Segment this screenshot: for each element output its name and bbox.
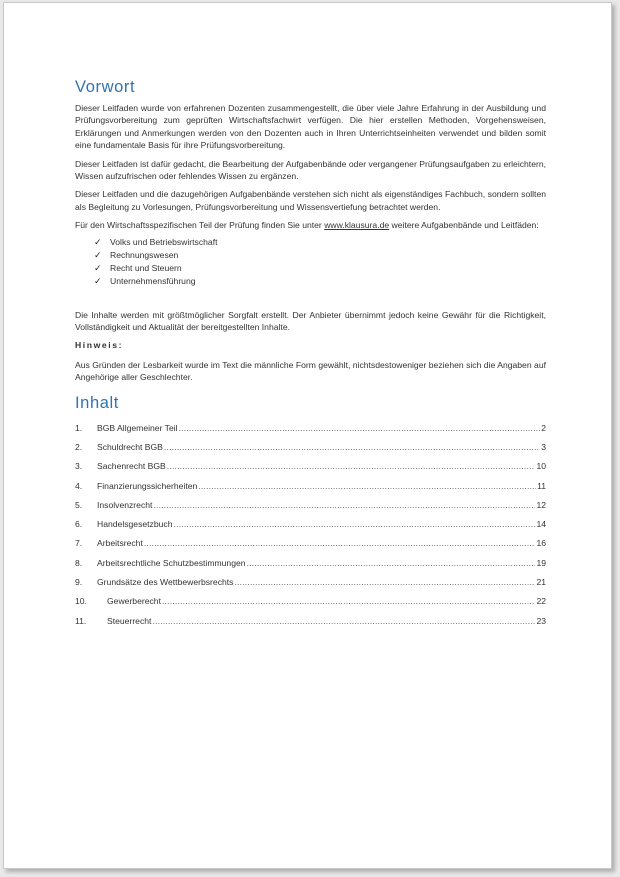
checkmark-icon: ✓ (94, 262, 102, 273)
toc-entry-number: 2. (75, 441, 83, 452)
toc-entry-number: 11. (75, 615, 87, 626)
toc-entry[interactable] (75, 573, 546, 592)
toc-dot-leader (247, 554, 536, 573)
toc-entry-number: 8. (75, 557, 83, 568)
checklist-item-label: Volks und Betriebswirtschaft (110, 236, 218, 247)
toc-dot-leader (234, 573, 535, 592)
toc-entry[interactable] (75, 515, 546, 534)
toc-entry[interactable] (75, 534, 546, 553)
toc-dot-leader (152, 612, 535, 631)
checkmark-icon: ✓ (94, 236, 102, 247)
vorwort-paragraph-3: Dieser Leitfaden und die dazugehörigen Aufgabenbände verstehen sich nicht als eigenständiges Fachbuch, sondern sollten als Begleitung zu Vorlesungen, Prüfungsvorbereitung und Wissensvertiefung betrachtet werden. (75, 189, 546, 212)
document-page (3, 2, 612, 869)
toc-entry-title: Gewerberecht (107, 596, 161, 607)
inhalt-heading: Inhalt (75, 393, 119, 412)
intro-text-after-link: weitere Aufgabenbände und Leitfäden: (389, 220, 539, 231)
disclaimer-paragraph: Die Inhalte werden mit größtmöglicher Sorgfalt erstellt. Der Anbieter übernimmt jedoch keine Gewähr für die Richtigkeit, Vollständigkeit und Aktualität der bereitgestellten Inhalte. (75, 309, 546, 333)
toc-entry-number: 3. (75, 461, 83, 472)
checklist-item-label: Unternehmensführung (110, 275, 196, 286)
toc-dot-leader (164, 438, 540, 457)
toc-entry-number: 4. (75, 480, 83, 491)
toc-dot-leader (174, 515, 536, 534)
toc-entry-page: 2 (541, 422, 546, 433)
checkmark-icon: ✓ (94, 249, 102, 260)
toc-entry-title: Schuldrecht BGB (97, 441, 163, 452)
toc-entry[interactable] (75, 592, 546, 611)
vorwort-heading: Vorwort (75, 78, 136, 96)
toc-entry-title: BGB Allgemeiner Teil (97, 422, 178, 433)
toc-dot-leader (167, 457, 536, 476)
klausura-link[interactable]: www.klausura.de (324, 220, 390, 231)
vorwort-paragraph-1: Dieser Leitfaden wurde von erfahrenen Dozenten zusammengestellt, die über viele Jahre Erfahrung in der Ausbildung und Prüfungsvorbereitung zum geprüften Wirtschaftsfachwirt verfügen. Die hier erstellen Methoden, Vorgehensweisen, Erklärungen und Anmerkungen werden von den Dozenten auch in Ihren Unterrichtseinheiten verwendet und bilden somit eine fundamentale Basis für ihre Prüfungsvorbereitung. (75, 103, 546, 151)
toc-entry-title: Arbeitsrechtliche Schutzbestimmungen (97, 557, 246, 568)
hinweis-paragraph: Aus Gründen der Lesbarkeit wurde im Text die männliche Form gewählt, nichtsdestoweniger beziehen sich die Angaben auf Angehörige aller Geschlechter. (75, 359, 546, 383)
checklist-item-label: Recht und Steuern (110, 262, 182, 273)
toc-entry-page: 21 (536, 577, 546, 588)
checklist-item (94, 236, 546, 249)
toc-entry-number: 1. (75, 422, 83, 433)
toc-entry[interactable] (75, 612, 546, 631)
checklist-item-label: Rechnungswesen (110, 249, 179, 260)
toc-entry-page: 23 (536, 615, 546, 626)
checklist-item (94, 275, 546, 288)
vorwort-paragraph-4 (75, 219, 546, 231)
checkmark-icon: ✓ (94, 275, 102, 286)
page-content (75, 73, 546, 631)
toc-dot-leader (179, 419, 541, 438)
toc-entry[interactable] (75, 496, 546, 515)
toc-entry-page: 11 (537, 480, 546, 491)
toc-entry-title: Insolvenzrecht (97, 499, 153, 510)
toc-entry-page: 19 (536, 557, 546, 568)
publication-checklist (75, 236, 546, 288)
toc-entry-page: 3 (541, 441, 546, 452)
toc-entry-page: 10 (536, 461, 546, 472)
toc-entry-number: 5. (75, 499, 83, 510)
toc-entry-page: 12 (536, 499, 546, 510)
intro-text-before-link: Für den Wirtschaftsspezifischen Teil der Prüfung finden Sie unter (75, 220, 325, 231)
toc-entry-title: Handelsgesetzbuch (97, 519, 173, 530)
toc-entry-number: 9. (75, 577, 83, 588)
toc-entry-title: Steuerrecht (107, 615, 152, 626)
checklist-item (94, 262, 546, 275)
toc-entry-page: 22 (536, 596, 546, 607)
table-of-contents (75, 419, 546, 631)
vorwort-paragraph-2: Dieser Leitfaden ist dafür gedacht, die Bearbeitung der Aufgabenbände oder vergangener Prüfungsaufgaben zu erleichtern, Wissen aufzufrischen oder fehlendes Wissen zu ergänzen. (75, 158, 546, 182)
toc-entry[interactable] (75, 477, 546, 496)
toc-entry-title: Arbeitsrecht (97, 538, 143, 549)
toc-dot-leader (153, 496, 535, 515)
toc-dot-leader (144, 534, 536, 553)
hinweis-label: Hinweis: (75, 340, 124, 351)
toc-entry[interactable] (75, 554, 546, 573)
toc-entry[interactable] (75, 438, 546, 457)
toc-entry-title: Sachenrecht BGB (97, 461, 166, 472)
toc-entry-number: 10. (75, 596, 87, 607)
toc-entry-number: 6. (75, 519, 83, 530)
toc-entry-title: Grundsätze des Wettbewerbsrechts (97, 577, 234, 588)
toc-entry-page: 16 (536, 538, 546, 549)
toc-entry[interactable] (75, 419, 546, 438)
checklist-item (94, 249, 546, 262)
toc-entry[interactable] (75, 457, 546, 476)
toc-dot-leader (198, 477, 536, 496)
toc-dot-leader (162, 592, 535, 611)
toc-entry-number: 7. (75, 538, 83, 549)
toc-entry-page: 14 (536, 519, 546, 530)
toc-entry-title: Finanzierungssicherheiten (97, 480, 198, 491)
